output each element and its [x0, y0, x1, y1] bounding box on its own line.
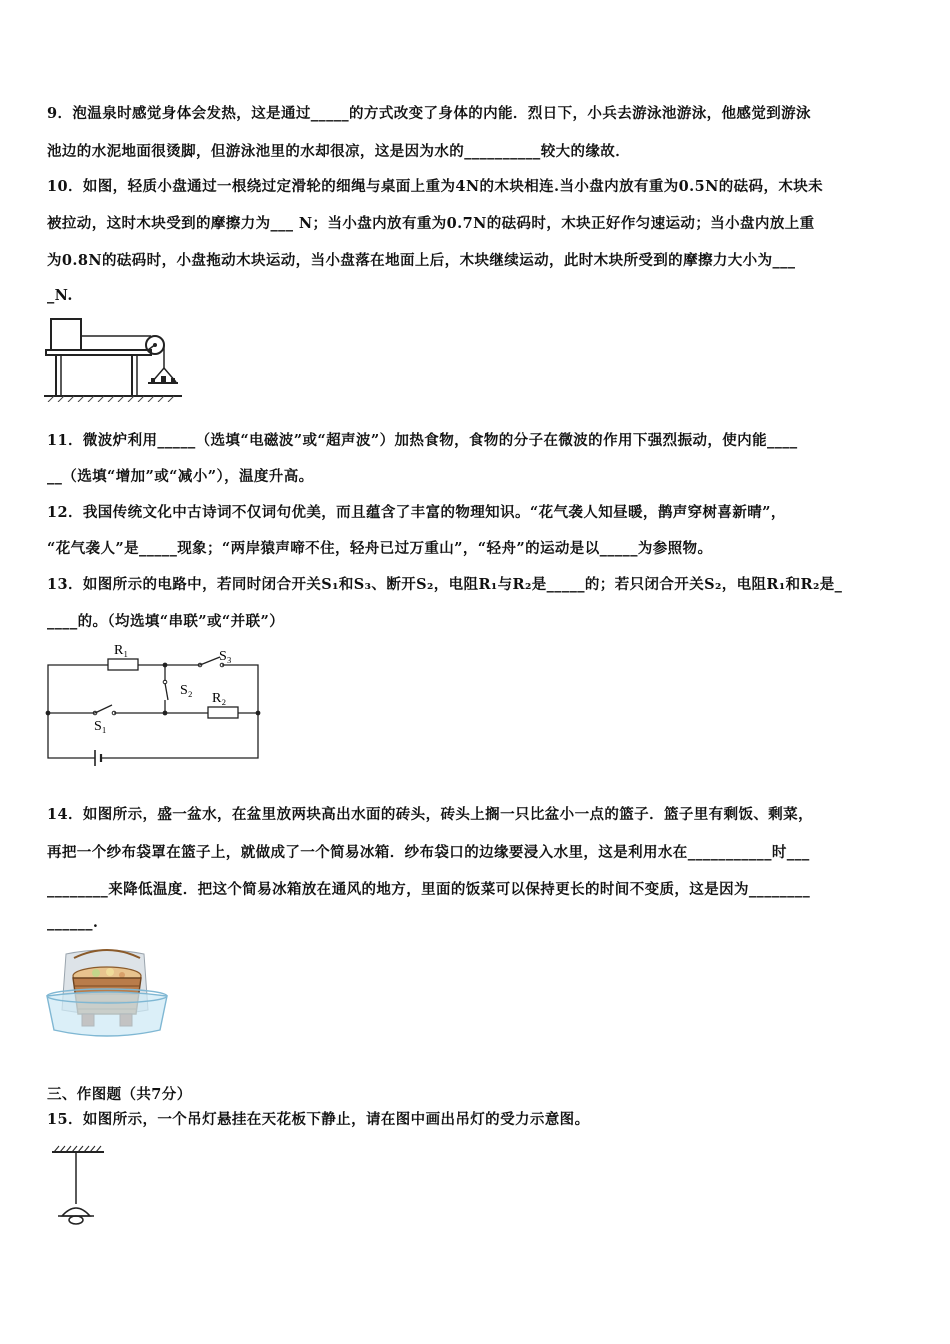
q10-line-1: 10．如图，轻质小盘通过一根绕过定滑轮的细绳与桌面上重为4N的木块相连.当小盘内放有重为0.5N的砝码，木块未	[47, 178, 824, 195]
q15-line-1: 15．如图所示，一个吊灯悬挂在天花板下静止，请在图中画出吊灯的受力示意图。	[47, 1111, 590, 1128]
q13-line-2: ____的。（均选填“串联”或“并联”）	[47, 613, 285, 630]
q12-line-2: “花气袭人”是_____现象；“两岸猿声啼不住，轻舟已过万重山”，“轻舟”的运动是以_____为参照物。	[47, 540, 713, 557]
q10-line-4: _N.	[47, 287, 73, 304]
hanging-lamp-figure	[48, 1144, 108, 1228]
q11-line-1: 11．微波炉利用_____（选填“电磁波”或“超声波”）加热食物，食物的分子在微波的作用下强烈振动，使内能____	[47, 432, 798, 449]
q14-line-2: 再把一个纱布袋罩在篮子上，就做成了一个简易冰箱．纱布袋口的边缘要浸入水里，这是利用水在___________时___	[47, 844, 810, 861]
resistor-r2	[208, 707, 238, 718]
resistor-r1	[108, 659, 138, 670]
switch-s3	[200, 657, 220, 665]
q10-line-2: 被拉动，这时木块受到的摩擦力为___ N；当小盘内放有重为0.7N的砝码时，木块正好作匀速运动；当小盘内放上重	[47, 215, 815, 232]
label-s2: S₂	[180, 683, 193, 698]
label-r2: R₂	[212, 691, 227, 706]
bulb	[69, 1216, 83, 1224]
q14-line-1: 14．如图所示，盛一盆水，在盆里放两块高出水面的砖头，砖头上搁一只比盆小一点的篮子．篮子里有剩饭、剩菜，	[47, 806, 813, 823]
q14-line-3: ________来降低温度．把这个简易冰箱放在通风的地方，里面的饭菜可以保持更长的时间不变质，这是因为________	[47, 881, 811, 898]
table-top	[46, 350, 151, 355]
simple-fridge-figure	[44, 948, 170, 1043]
water-basin	[47, 992, 167, 1036]
q10-line-3: 为0.8N的砝码时，小盘拖动木块运动，当小盘落在地面上后，木块继续运动，此时木块所受到的摩擦力大小为___	[47, 252, 796, 269]
label-s1: S₁	[94, 719, 107, 734]
switch-s1	[95, 705, 112, 713]
circuit-diagram	[40, 640, 270, 775]
q9-line-2: 池边的水泥地面很烫脚，但游泳池里的水却很凉，这是因为水的__________较大的缘故．	[47, 143, 631, 160]
q9-line-1: 9．泡温泉时感觉身体会发热，这是通过_____的方式改变了身体的内能．烈日下，小兵去游泳池游泳，他感觉到游泳	[47, 105, 811, 122]
label-r1: R₁	[114, 643, 129, 658]
q14-line-4: ______.	[47, 914, 99, 931]
weight-2	[161, 376, 166, 383]
label-s3: S₃	[219, 649, 232, 664]
q13-line-1: 13．如图所示的电路中，若同时闭合开关S₁和S₃、断开S₂，电阻R₁与R₂是_____的；若只闭合开关S₂，电阻R₁和R₂是_	[47, 576, 843, 593]
section-3-title: 三、作图题（共7分）	[47, 1086, 192, 1103]
switch-s2	[165, 683, 168, 700]
pulley-table-figure	[44, 316, 184, 402]
wooden-block	[51, 319, 81, 350]
q11-line-2: __（选填“增加”或“减小”），温度升高。	[47, 468, 314, 485]
lamp-shade	[62, 1208, 90, 1216]
q12-line-1: 12．我国传统文化中古诗词不仅词句优美，而且蕴含了丰富的物理知识。“花气袭人知昼暖，鹊声穿树喜新晴”，	[47, 504, 786, 521]
